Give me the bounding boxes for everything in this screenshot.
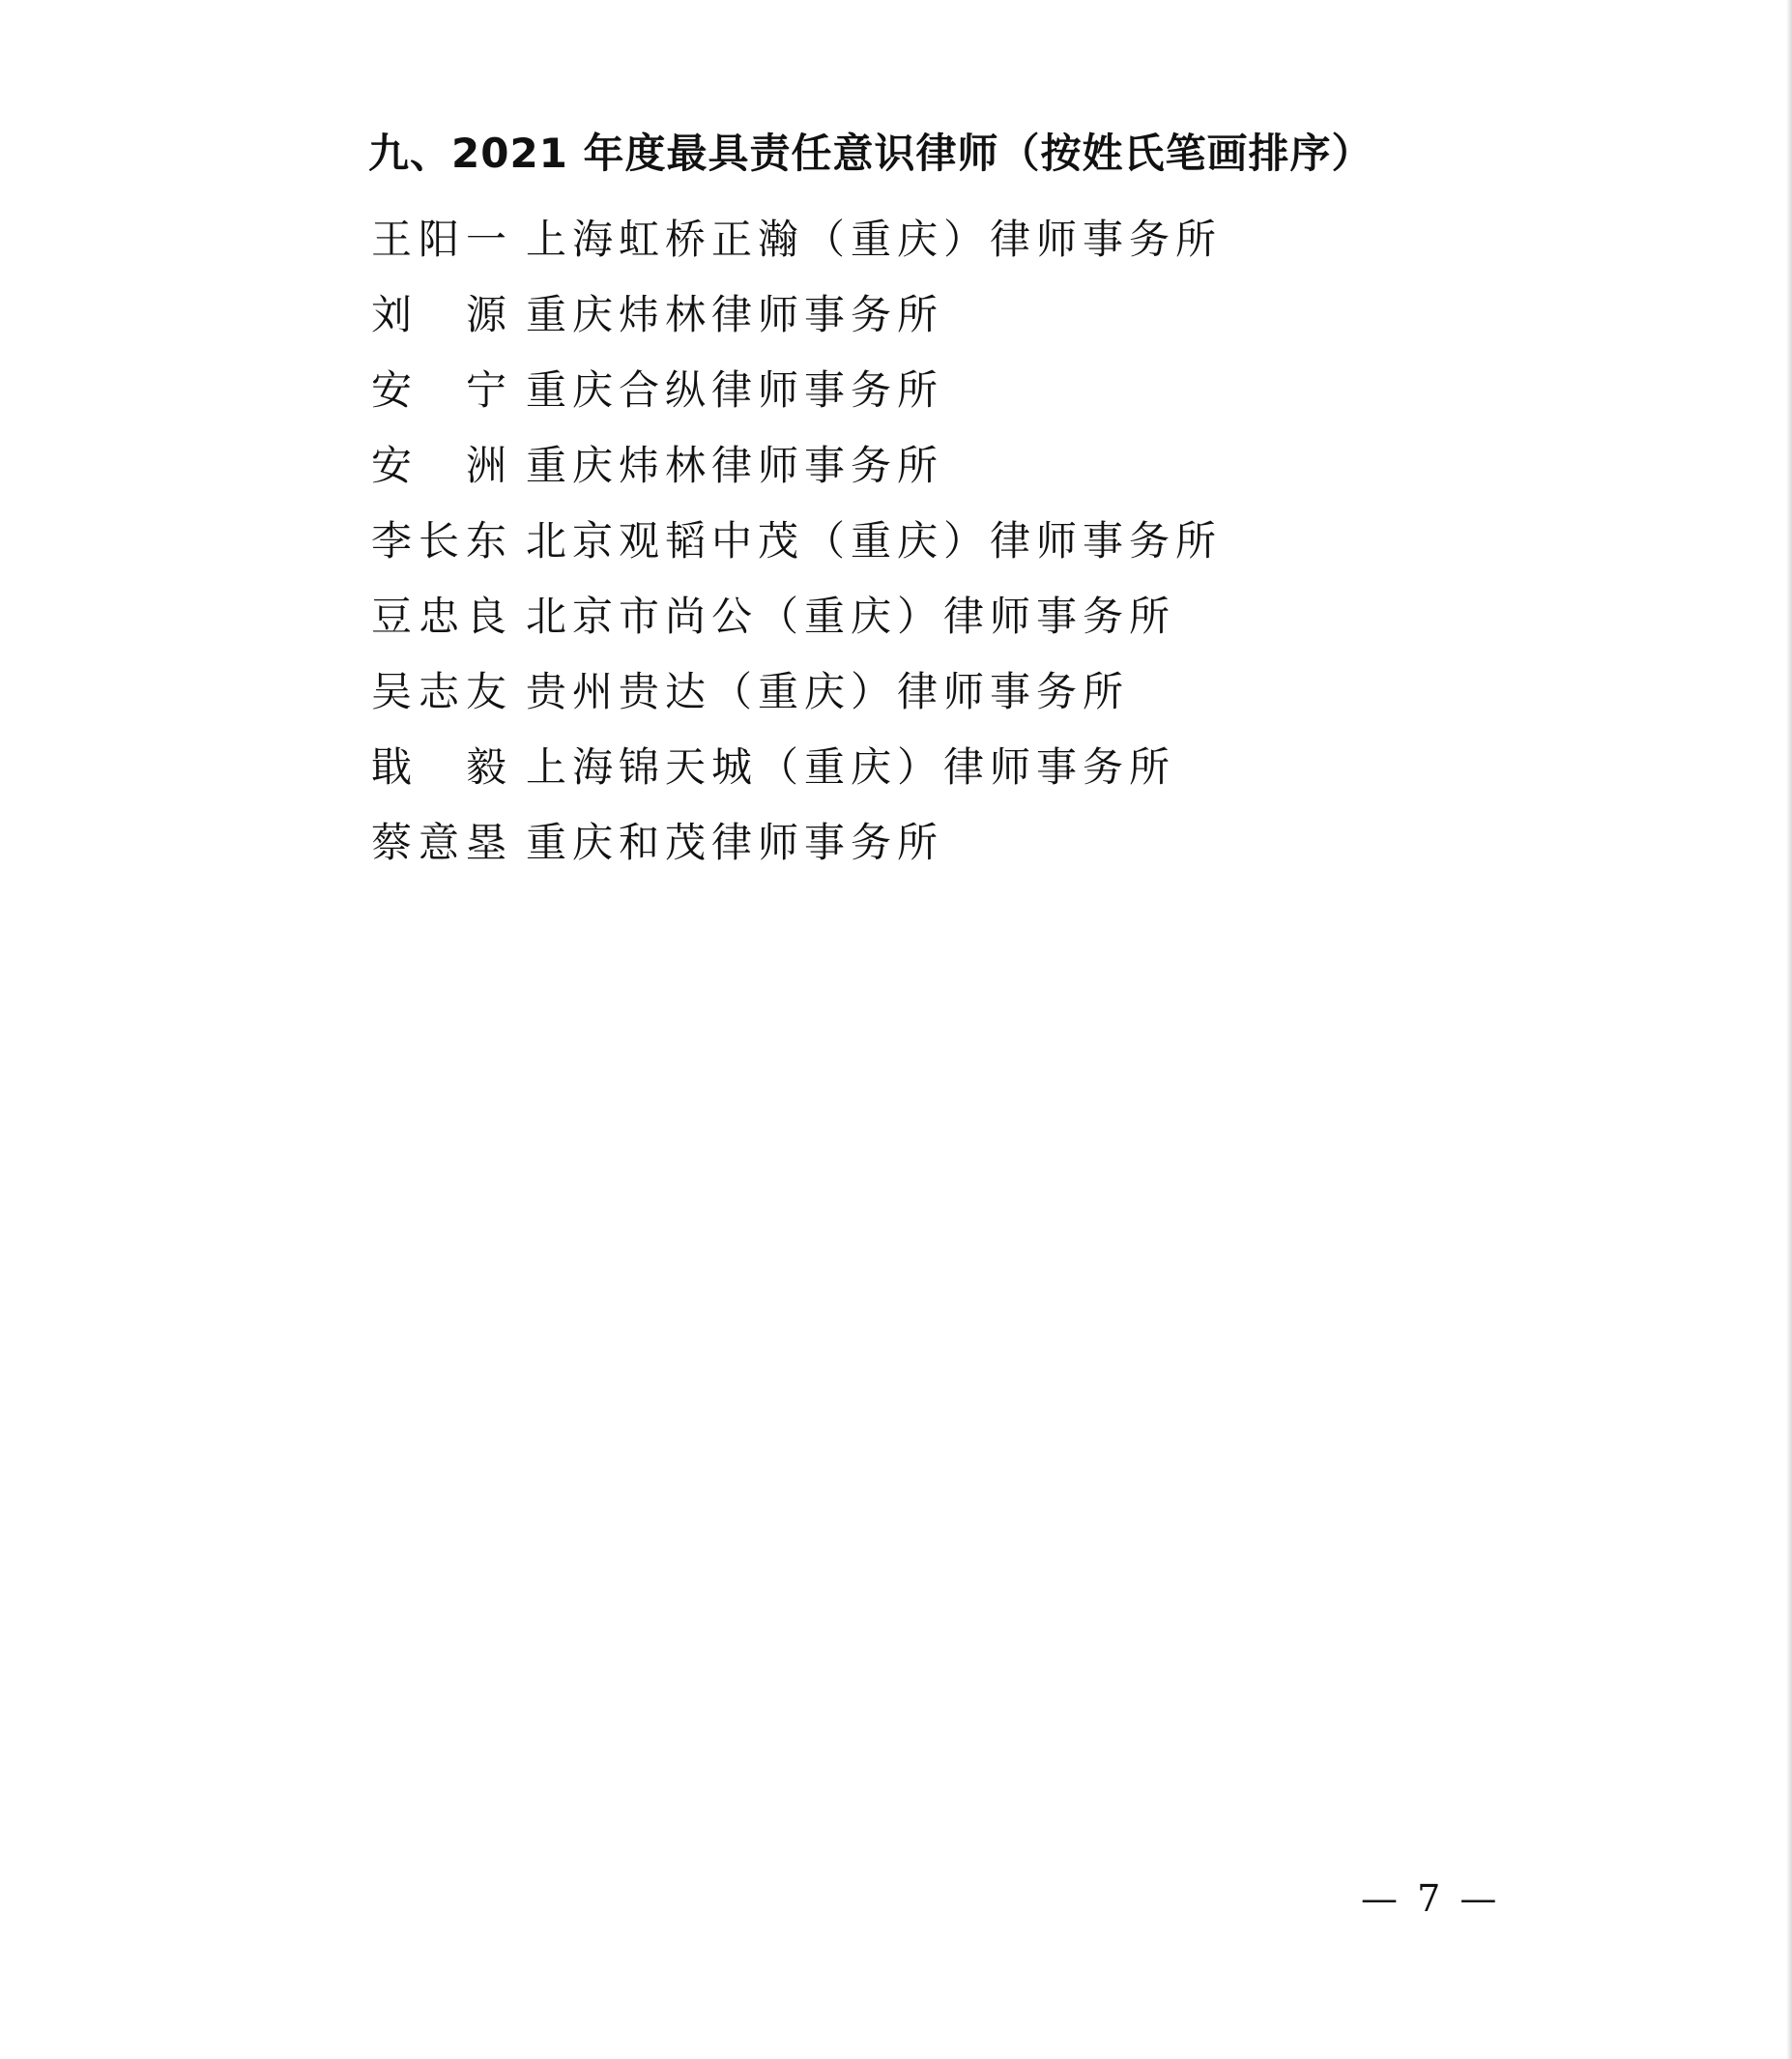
- page-number: — 7 —: [1361, 1877, 1501, 1920]
- page-edge-shadow: [1786, 0, 1792, 2059]
- lawyer-name: 王阳一: [371, 216, 512, 263]
- list-item: [371, 727, 1222, 802]
- lawyer-name: 刘 源: [371, 291, 512, 338]
- lawyer-name: 蔡意塁: [371, 819, 512, 866]
- lawyer-name: 安 宁: [371, 366, 512, 414]
- list-item: [371, 576, 1222, 652]
- law-firm: 重庆合纵律师事务所: [526, 366, 944, 414]
- law-firm: 北京观韬中茂（重庆）律师事务所: [526, 517, 1223, 565]
- lawyer-name: 李长东: [371, 517, 512, 565]
- list-item: [371, 652, 1222, 727]
- law-firm: 重庆炜林律师事务所: [526, 442, 944, 489]
- lawyer-name: 安 洲: [371, 442, 512, 489]
- lawyer-name: 戢 毅: [371, 743, 512, 791]
- list-item: [371, 199, 1222, 275]
- law-firm: 北京市尚公（重庆）律师事务所: [526, 593, 1176, 640]
- law-firm: 重庆炜林律师事务所: [526, 291, 944, 338]
- lawyer-name: 豆忠良: [371, 593, 512, 640]
- list-item: [371, 501, 1222, 576]
- lawyer-list: [371, 199, 1222, 878]
- section-heading: 九、2021 年度最具责任意识律师（按姓氏笔画排序）: [368, 130, 1373, 177]
- list-item: [371, 802, 1222, 878]
- law-firm: 上海虹桥正瀚（重庆）律师事务所: [526, 216, 1223, 263]
- list-item: [371, 275, 1222, 350]
- law-firm: 重庆和茂律师事务所: [526, 819, 944, 866]
- list-item: [371, 425, 1222, 501]
- law-firm: 上海锦天城（重庆）律师事务所: [526, 743, 1176, 791]
- lawyer-name: 吴志友: [371, 668, 512, 715]
- law-firm: 贵州贵达（重庆）律师事务所: [526, 668, 1130, 715]
- list-item: [371, 350, 1222, 425]
